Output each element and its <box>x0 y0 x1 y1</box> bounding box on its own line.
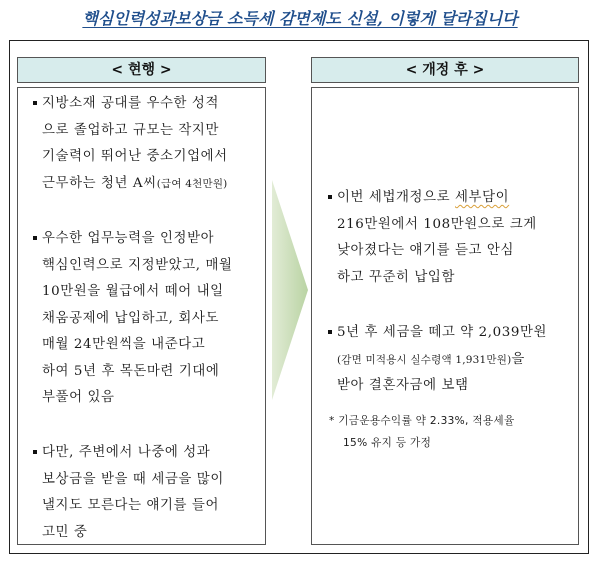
revised-item-2: 5년 후 세금을 떼고 약 2,039만원 (감면 미적용시 실수령액 1,931만원)을 받아 결혼자금에 보탬 <box>337 320 577 400</box>
page-title: 핵심인력성과보상금 소득세 감면제도 신설, 이렇게 달라집니다 <box>82 9 518 28</box>
revised-item-1: 이번 세법개정으로 세부담이 216만원에서 108만원으로 크게 낮아졌다는 얘기를 듣고 안심 하고 꾸준히 납입함 <box>337 185 577 291</box>
current-item-2: 우수한 업무능력을 인정받아 핵심인력으로 지정받았고, 매월 10만원을 월급에서 떼어 내일 채움공제에 납입하고, 회사도 매월 24만원씩을 내준다고 하여 5년 후 목돈마련 기대에 부풀어 있음 <box>42 226 266 412</box>
current-header: < 현행 > <box>17 57 266 83</box>
bullet-icon <box>33 101 37 105</box>
arrow-right-icon <box>270 180 310 400</box>
current-item-3: 다만, 주변에서 나중에 성과 보상금을 받을 때 세금을 많이 낼지도 모른다는 얘기를 들어 고민 중 <box>42 440 266 546</box>
bullet-icon <box>33 450 37 454</box>
bullet-icon <box>33 236 37 240</box>
revised-header: < 개정 후 > <box>311 57 579 83</box>
bullet-icon <box>328 330 332 334</box>
revised-box <box>311 87 579 545</box>
assumption-note: * 기금운용수익률 약 2.33%, 적용세율 15% 유지 등 가정 <box>329 415 515 449</box>
current-item-1: 지방소재 공대를 우수한 성적 으로 졸업하고 규모는 작지만 기술력이 뛰어난 중소기업에서 근무하는 청년 A씨(급여 4천만원) <box>42 91 266 197</box>
bullet-icon <box>328 195 332 199</box>
